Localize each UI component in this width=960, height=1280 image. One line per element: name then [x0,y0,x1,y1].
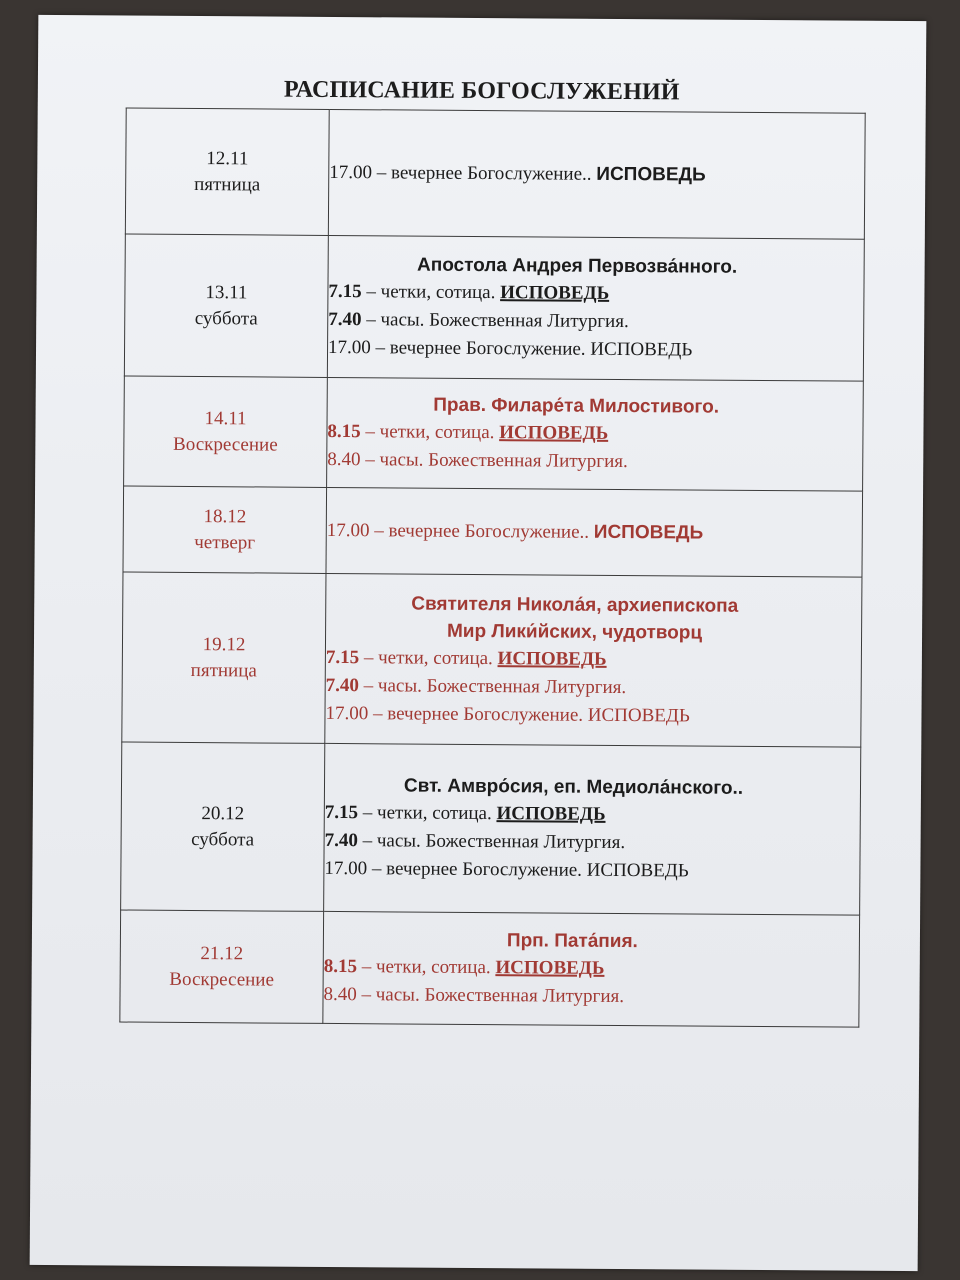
services-cell [327,235,864,381]
service-line [325,799,860,831]
service-line [328,306,863,338]
weekday-text: суббота [191,828,255,850]
services-cell [324,743,861,915]
confession-label: ИСПОВЕДЬ [596,163,706,186]
service-line [324,855,859,887]
confession-label: ИСПОВЕДЬ [499,422,609,444]
service-text: – четки, сотица. [357,802,497,825]
date-cell [123,486,327,573]
feast-title-continued: Мир Лики́йских, чудотворц [446,620,703,644]
schedule-table [119,108,865,1028]
feast-title: Святителя Никола́я, архиепископа [411,593,739,617]
service-time: 8.15 [323,955,358,978]
service-text: 17.00 – вечернее Богослужение.. [329,161,597,185]
date-text: 21.12 [200,942,244,964]
schedule-row [120,910,860,1027]
confession-label: ИСПОВЕДЬ [593,521,704,544]
schedule-row [121,742,861,915]
service-line [323,981,858,1013]
confession-label: ИСПОВЕДЬ [495,957,605,979]
service-line [326,643,861,675]
weekday-text: пятница [190,659,257,681]
weekday-text: Воскресение [173,433,278,456]
service-line [328,334,863,366]
weekday-text: четверг [194,531,256,553]
service-text: 17.00 – вечернее Богослужение. ИСПОВЕДЬ [327,336,693,361]
service-line [327,516,862,548]
date-cell [125,108,329,235]
service-time: 7.15 [324,801,359,824]
paper-sheet [30,15,927,1271]
date-cell [124,376,328,487]
service-text: 17.00 – вечернее Богослужение. ИСПОВЕДЬ [324,857,689,882]
date-text: 18.12 [203,505,247,527]
service-time: 7.40 [324,829,358,852]
service-time: 7.15 [325,646,360,668]
date-text: 14.11 [204,407,247,429]
service-text: – часы. Божественная Литургия. [361,309,629,333]
service-text: – четки, сотица. [359,646,498,669]
service-text: – четки, сотица. [361,281,501,304]
feast-title: Прп. Пата́пия. [506,930,638,953]
service-time: 7.40 [328,308,362,331]
service-text: 8.40 – часы. Божественная Литургия. [323,983,625,1008]
schedule-row [125,108,865,239]
service-line [327,418,862,450]
service-line [329,158,864,190]
services-cell [327,377,864,491]
service-line [325,699,860,731]
date-cell [122,572,326,743]
service-line [325,827,860,859]
weekday-text: Воскресение [169,968,275,991]
schedule-row [122,572,862,747]
date-cell [124,234,328,377]
service-time: 7.15 [328,280,362,303]
service-text: 8.40 – часы. Божественная Литургия. [327,448,628,473]
service-text: – четки, сотица. [356,956,496,979]
schedule-row [124,234,864,381]
date-cell [121,742,325,911]
confession-label: ИСПОВЕДЬ [497,647,607,670]
service-text: – четки, сотица. [360,421,500,444]
services-cell [323,911,860,1027]
page-title: РАСПИСАНИЕ БОГОСЛУЖЕНИЙ [283,76,680,106]
date-cell [120,910,324,1023]
services-cell [328,109,865,239]
schedule-row [124,376,864,491]
services-cell [325,573,862,747]
service-line [324,953,859,985]
confession-label: ИСПОВЕДЬ [500,282,610,304]
service-time: 8.15 [327,420,361,443]
weekday-text: пятница [194,173,261,195]
weekday-text: суббота [194,307,258,329]
service-line [326,671,861,703]
schedule-body [120,108,865,1027]
service-text: 17.00 – вечернее Богослужение.. [326,519,594,543]
feast-title: Прав. Филаре́та Милостивого. [433,394,720,418]
date-text: 13.11 [205,281,248,303]
service-text: – часы. Божественная Литургия. [358,674,627,698]
service-time: 7.40 [325,674,360,696]
date-text: 20.12 [201,802,245,824]
date-text: 19.12 [202,633,246,655]
date-text: 12.11 [206,147,249,169]
schedule-row [123,486,863,577]
service-line [327,446,862,478]
service-text: 17.00 – вечернее Богослужение. ИСПОВЕДЬ [325,702,690,726]
services-cell [326,487,863,577]
service-line [328,278,863,310]
confession-label: ИСПОВЕДЬ [496,803,606,825]
feast-title: Апостола Андрея Первозва́нного. [416,254,738,278]
service-text: – часы. Божественная Литургия. [357,830,626,854]
feast-title: Свт. Амвро́сия, еп. Медиола́нского.. [403,775,744,799]
